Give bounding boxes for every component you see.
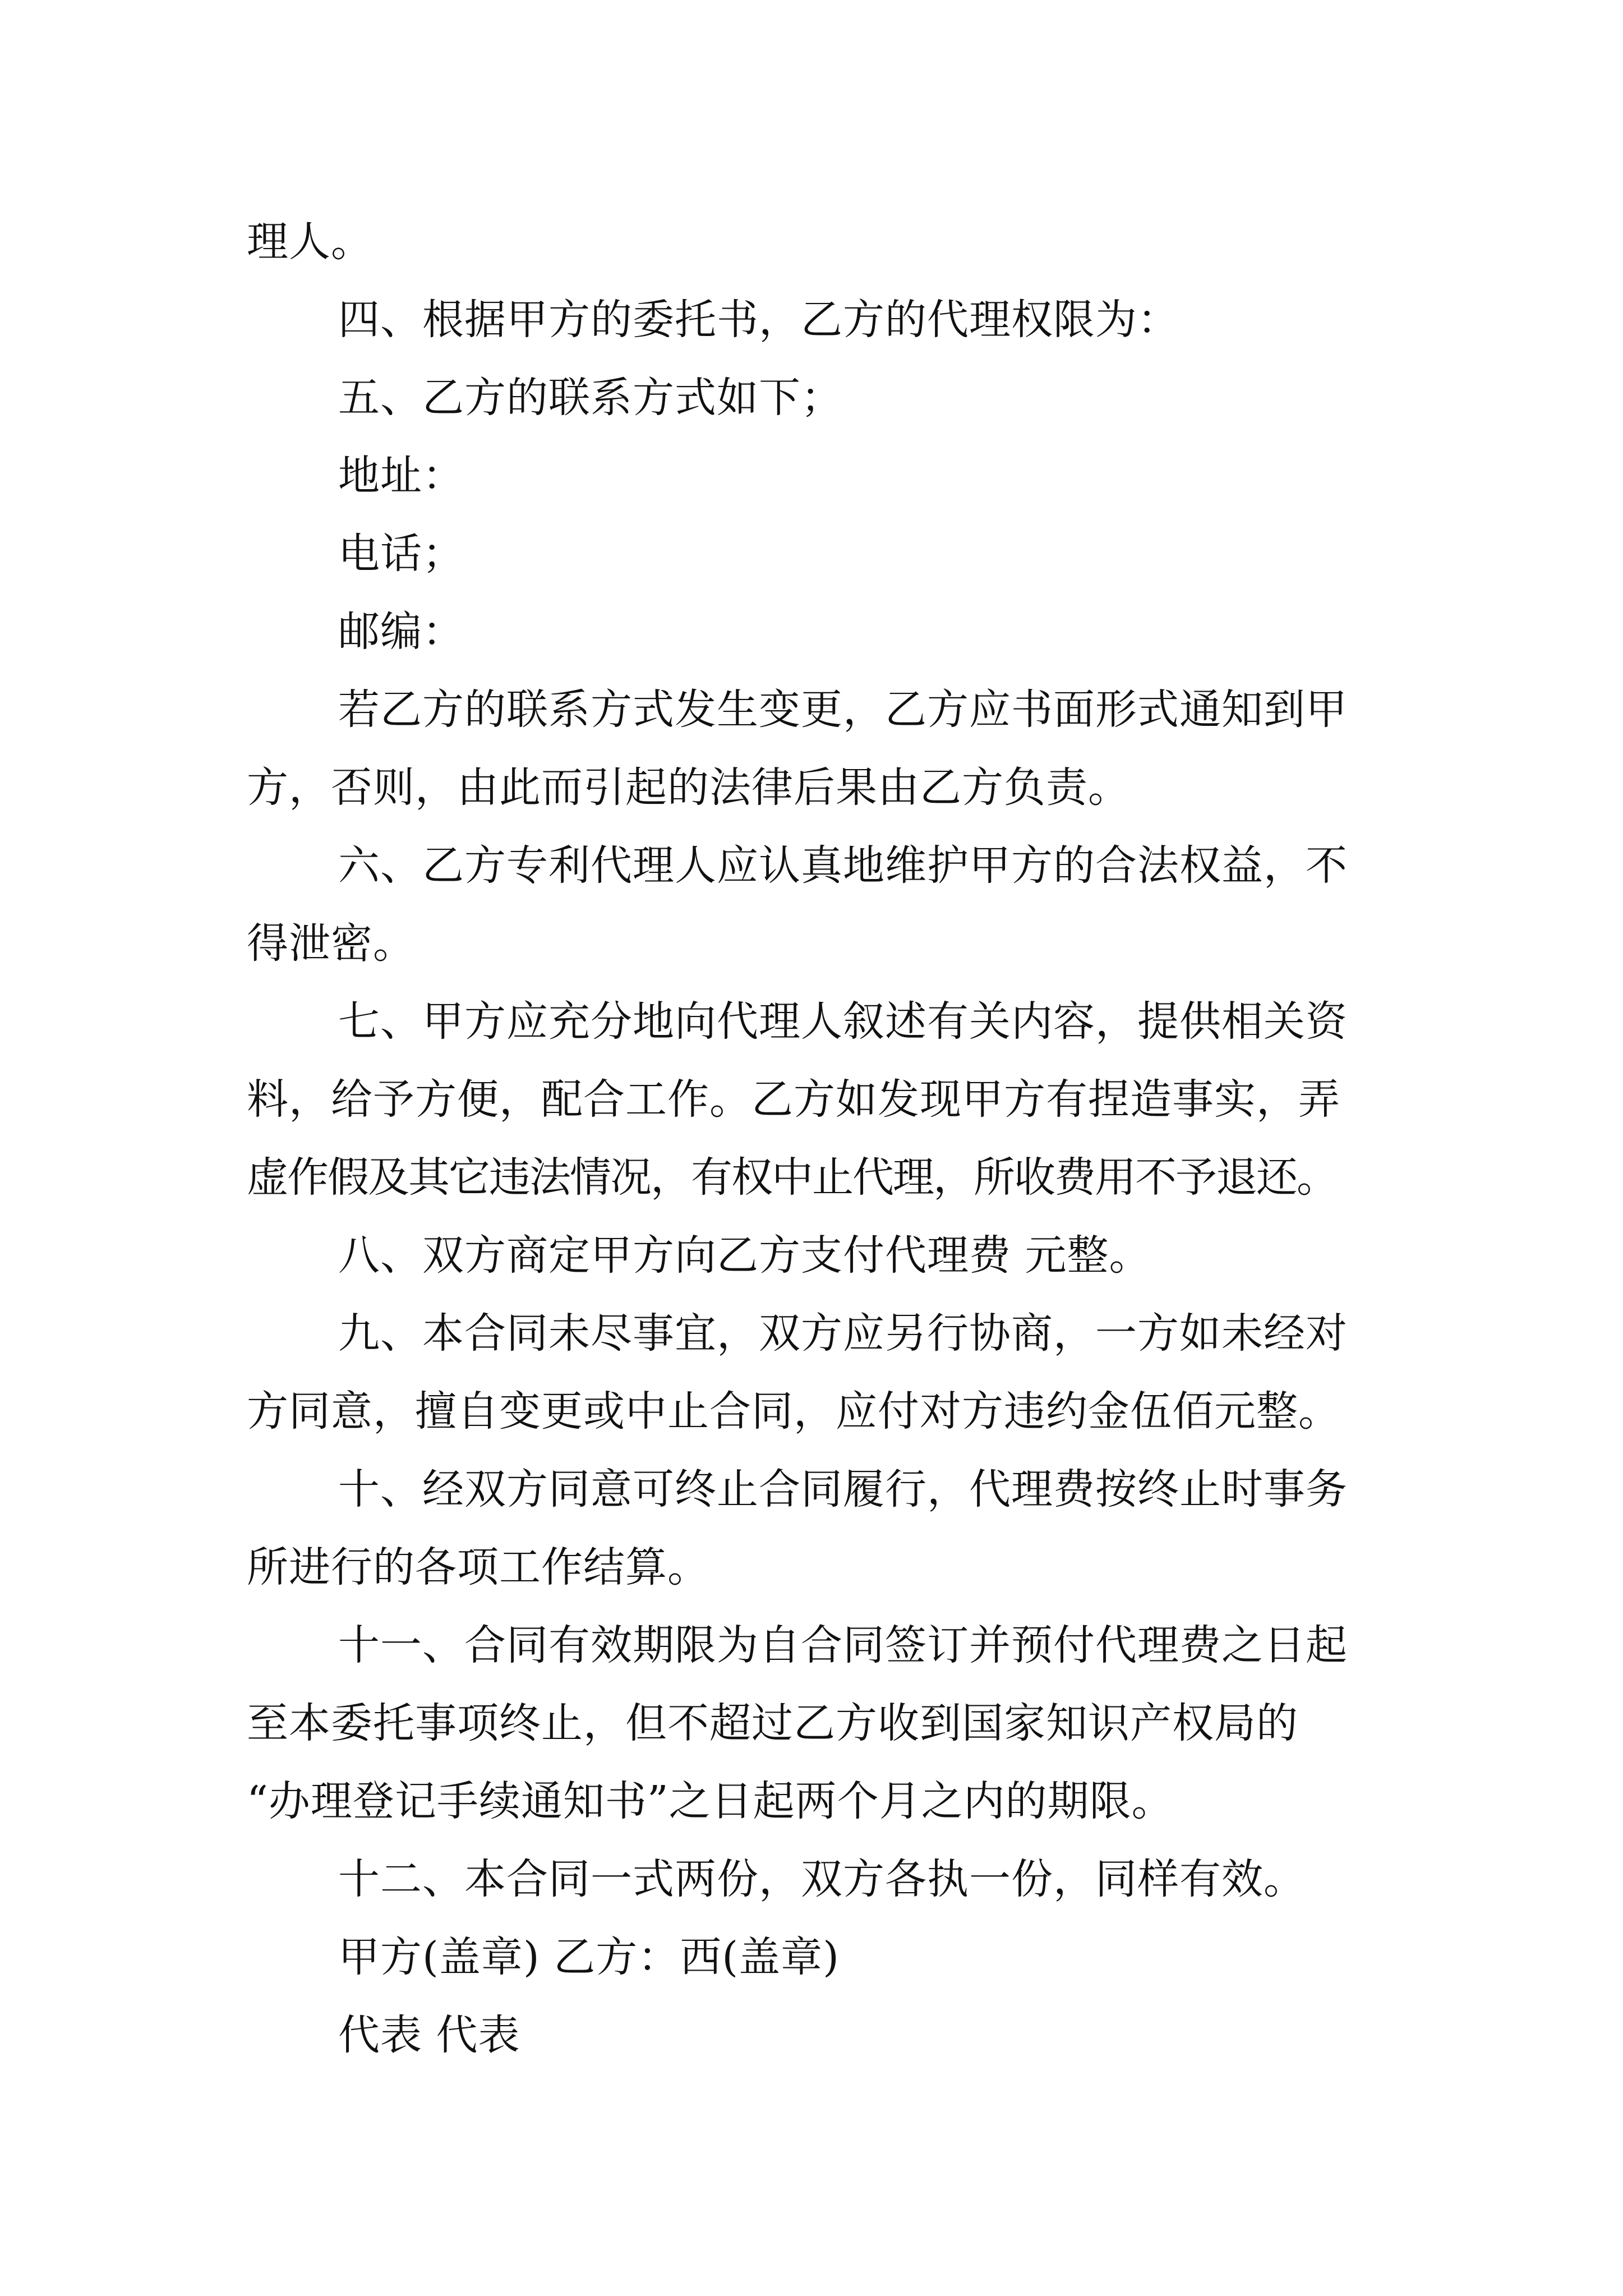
phone-label: 电话；	[338, 530, 464, 578]
postcode-label: 邮编：	[338, 608, 464, 656]
text-line: 料，给予方便，配合工作。乙方如发现甲方有捏造事实，弄	[247, 1075, 1340, 1124]
clause-eleven: 十一、合同有效期限为自合同签订并预付代理费之日起	[338, 1621, 1348, 1669]
text-line: 若乙方的联系方式发生变更，乙方应书面形式通知到甲	[338, 685, 1348, 734]
clause-seven: 七、甲方应充分地向代理人叙述有关内容，提供相关资	[338, 997, 1348, 1046]
contract-body	[247, 203, 1391, 2074]
text-line: “办理登记手续通知书”之日起两个月之内的期限。	[247, 1777, 1174, 1825]
text-line: 至本委托事项终止，但不超过乙方收到国家知识产权局的	[247, 1699, 1298, 1747]
clause-five: 五、乙方的联系方式如下；	[338, 374, 843, 422]
signature-parties: 甲方(盖章) 乙方：西(盖章)	[338, 1933, 840, 1981]
text-line: 所进行的各项工作结算。	[247, 1543, 709, 1591]
text-line: 方，否则，由此而引起的法律后果由乙方负责。	[247, 763, 1130, 812]
clause-nine: 九、本合同未尽事宜，双方应另行协商，一方如未经对	[338, 1309, 1348, 1358]
text-line: 得泄密。	[247, 919, 415, 968]
clause-ten: 十、经双方同意可终止合同履行，代理费按终止时事务	[338, 1465, 1348, 1513]
address-label: 地址：	[338, 452, 464, 500]
clause-six: 六、乙方专利代理人应认真地维护甲方的合法权益，不	[338, 841, 1348, 890]
clause-twelve: 十二、本合同一式两份，双方各执一份，同样有效。	[338, 1855, 1306, 1903]
text-line: 虚作假及其它违法情况，有权中止代理，所收费用不予退还。	[247, 1153, 1337, 1202]
clause-four: 四、根据甲方的委托书，乙方的代理权限为：	[338, 296, 1179, 344]
clause-eight: 八、双方商定甲方向乙方支付代理费 元整。	[338, 1231, 1151, 1280]
text-line: 方同意，擅自变更或中止合同，应付对方违约金伍佰元整。	[247, 1387, 1340, 1435]
signature-representatives: 代表 代表	[338, 2011, 520, 2059]
text-line: 理人。	[247, 218, 373, 266]
